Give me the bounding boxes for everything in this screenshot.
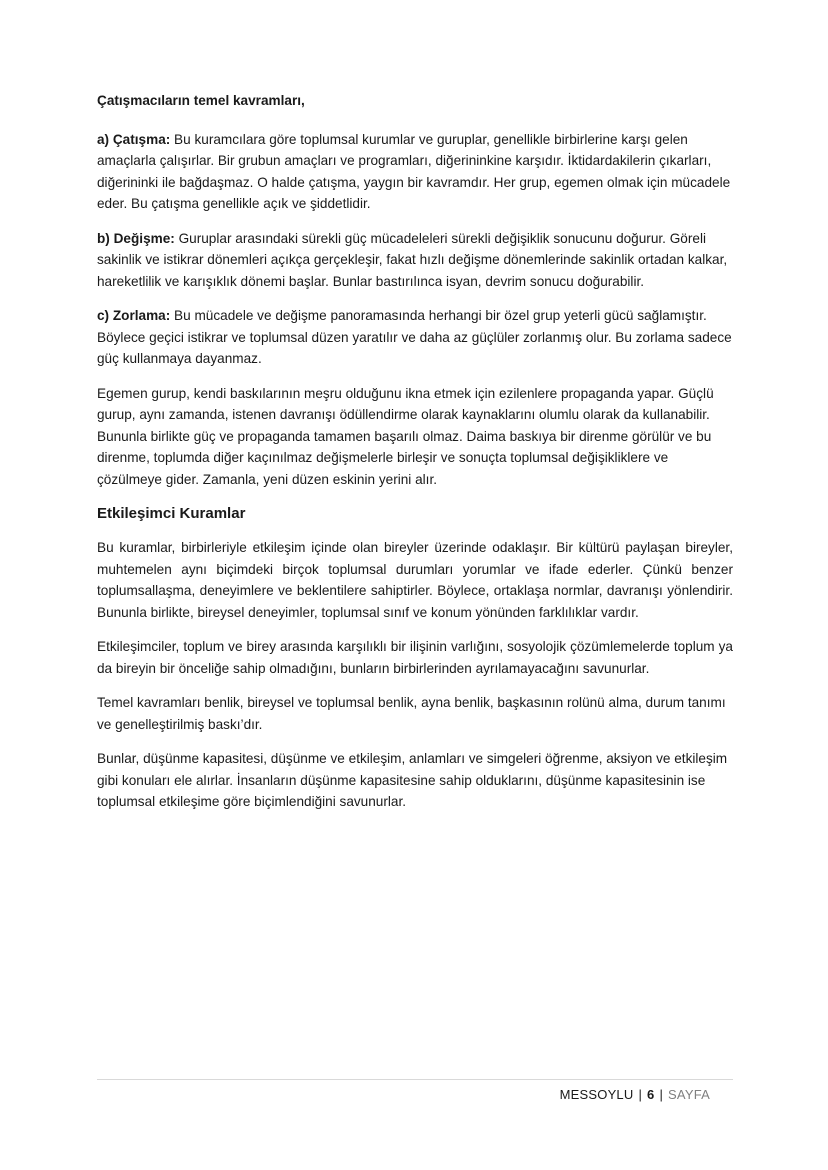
page-footer [560, 1087, 710, 1102]
paragraph-zorlama [97, 305, 733, 370]
term-catisma: a) Çatışma: [97, 131, 171, 147]
term-zorlama: c) Zorlama: [97, 308, 171, 323]
footer-separator-2: | [659, 1087, 664, 1102]
footer-page-label: SAYFA [668, 1087, 710, 1102]
paragraph-catisma [97, 129, 733, 215]
paragraph-interactionist-4: Bunlar, düşünme kapasitesi, düşünme ve etkileşim, anlamları ve simgeleri öğrenme, aksiyon ve etkileşim gibi konuları ele alırlar. İnsanların düşünme kapasitesine sahip olduklarını, düşünme kapasitesinin ise toplumsal etkileşime göre biçimlendiğini savunurlar. [97, 751, 728, 809]
document-page [97, 88, 733, 813]
text-degisme: Guruplar arasındaki sürekli güç mücadeleleri sürekli değişiklik sonucunu doğurur. Göreli sakinlik ve istikrar dönemleri açıkça gerçekleşir, fakat hızlı değişme dönemlerinde sakinlik ortadan kalkar, hareketlilik ve karışıklık dönemi başlar. Bunlar bastırılınca isyan, devrim sonucu doğurabilir. [97, 230, 728, 289]
footer-author: MESSOYLU [559, 1087, 634, 1102]
footer-separator-1: | [638, 1087, 643, 1102]
term-degisme: b) Değişme: [97, 230, 175, 246]
paragraph-egemen-gurup: Egemen gurup, kendi baskılarının meşru olduğunu ikna etmek için ezilenlere propaganda yapar. Güçlü gurup, aynı zamanda, istenen davranışı ödüllendirme olarak kaynaklarını olumlu olarak da kullanabilir. Bununla birlikte güç ve propaganda tamamen başarılı olmaz. Daima baskıya bir direnme görülür ve bu direnme, toplumda diğer kaçınılmaz değişmelerle birleşir ve sonuçta toplumsal değişikliklere ve çözülmeye gider. Zamanla, yeni düzen eskinin yerini alır. [97, 385, 714, 487]
paragraph-degisme [97, 228, 733, 293]
text-zorlama: Bu mücadele ve değişme panoramasında herhangi bir özel grup yeterli gücü sağlamıştır. Böylece geçici istikrar ve toplumsal düzen yaratılır ve daha az güçlüler zorlanmış olur. Bu zorlama sadece güç kullanmaya dayanmaz. [97, 308, 732, 366]
paragraph-interactionist-1: Bu kuramlar, birbirleriyle etkileşim içinde olan bireyler üzerinde odaklaşır. Bir kültürü paylaşan bireyler, muhtemelen aynı biçimdeki birçok toplumsal durumları yorumlar ve ifade ederler. Çünkü benzer toplumsallaşma, deneyimlere ve beklentilere sahiptirler. Böylece, ortaklaşa normlar, davranışı yönlendirir. Bununla birlikte, bireysel deneyimler, toplumsal sınıf ve konum yönünden farklılıklar vardır. [97, 540, 733, 620]
paragraph-interactionist-3: Temel kavramları benlik, bireysel ve toplumsal benlik, ayna benlik, başkasının rolünü alma, durum tanımı ve genelleştirilmiş baskı’dır. [97, 695, 726, 732]
footer-divider [97, 1079, 733, 1080]
text-catisma: Bu kuramcılara göre toplumsal kurumlar ve guruplar, genellikle birbirlerine karşı gelen amaçlarla çalışırlar. Bir grubun amaçları ve programları, diğerininkine karşıdır. İktidardakilerin çıkarları, diğerininki ile bağdaşmaz. O halde çatışma, yaygın bir kavramdır. Her grup, egemen olmak için mücadele eder. Bu çatışma genellikle açık ve şiddetlidir. [97, 131, 731, 211]
paragraph-interactionist-2: Etkileşimciler, toplum ve birey arasında karşılıklı bir ilişinin varlığını, sosyolojik çözümlemelerde toplum ya da bireyin bir önceliğe sahip olmadığını, bunların birbirlerinden ayrılamayacağını savunurlar. [97, 639, 733, 676]
section-title: Çatışmacıların temel kavramları, [97, 93, 305, 108]
heading-etkilesimci-kuramlar: Etkileşimci Kuramlar [97, 505, 246, 522]
footer-page-number: 6 [647, 1087, 655, 1102]
